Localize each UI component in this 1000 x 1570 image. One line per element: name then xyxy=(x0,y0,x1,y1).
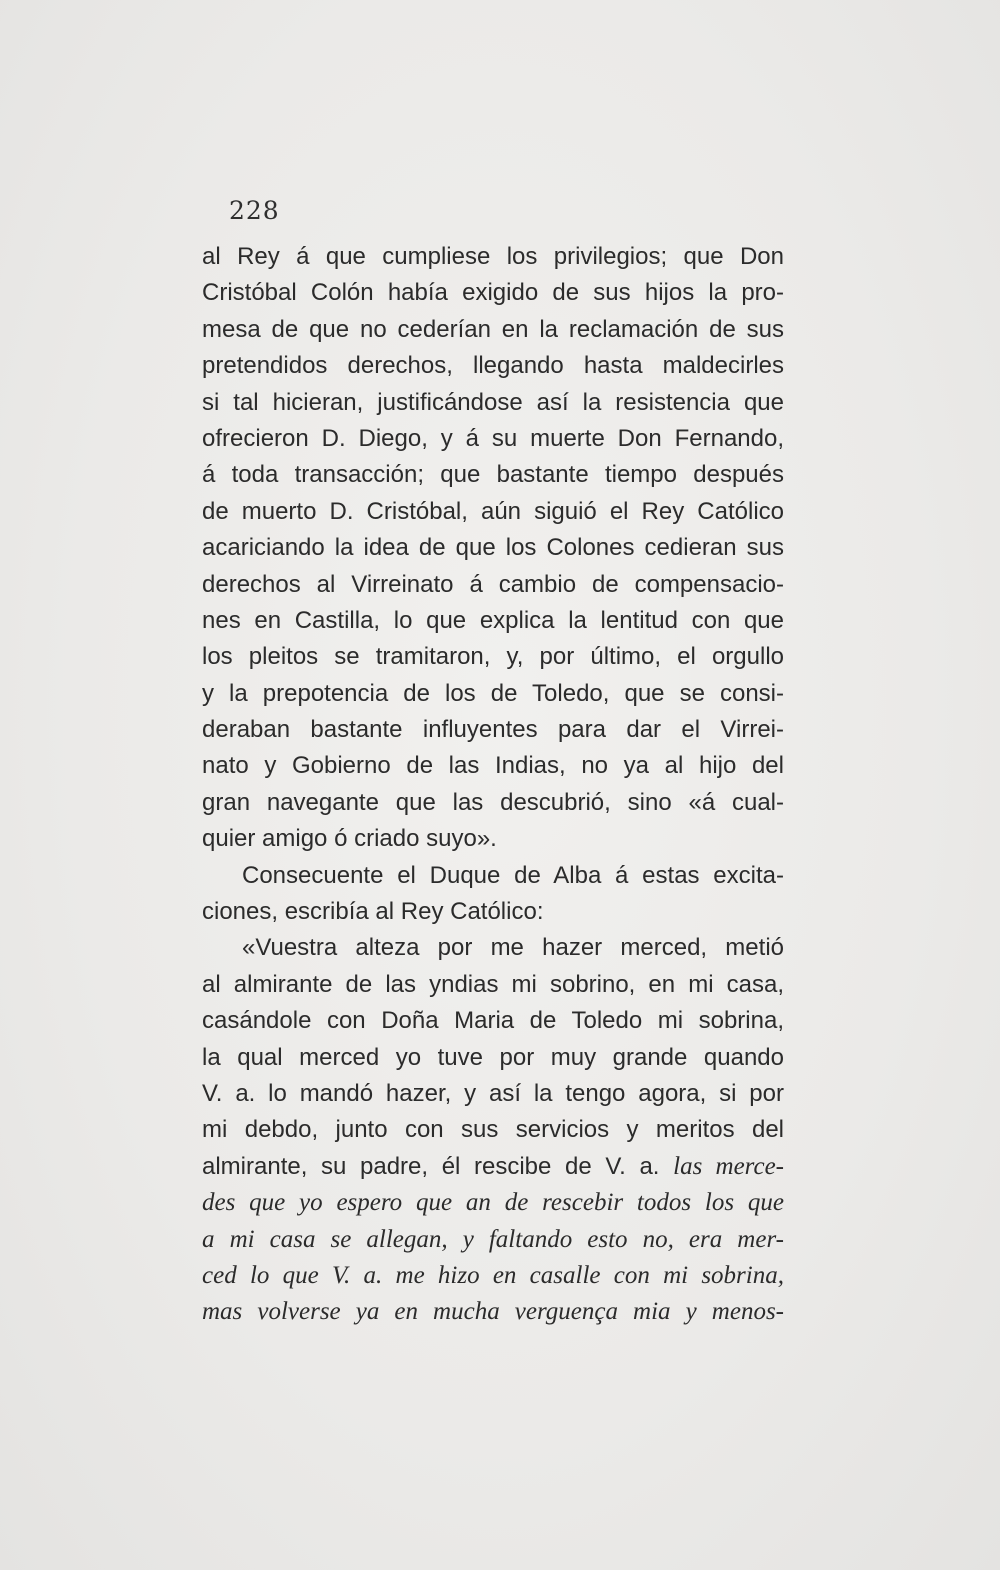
paragraph-2 xyxy=(202,858,784,931)
text-line: mi debdo, junto con sus servicios y meritos del xyxy=(202,1116,784,1144)
text-line: nes en Castilla, lo que explica la lentitud con que xyxy=(202,606,784,634)
text-line: la qual merced yo tuve por muy grande quando xyxy=(202,1043,784,1071)
roman-segment: almirante, su padre, él rescibe de V. a. xyxy=(202,1152,660,1180)
text-line: ciones, escribía al Rey Católico: xyxy=(202,898,544,926)
text-line: gran navegante que las descubrió, sino «á cual- xyxy=(202,788,784,816)
text-line: mesa de que no cederían en la reclamación de sus xyxy=(202,315,784,343)
italic-text-line: mas volverse ya en mucha verguença mia y menos- xyxy=(202,1298,784,1326)
italic-text-line: des que yo espero que an de rescebir todos los que xyxy=(202,1189,784,1217)
mixed-text-line xyxy=(202,1149,784,1185)
text-line: al almirante de las yndias mi sobrino, en mi casa, xyxy=(202,970,784,998)
text-line: de muerto D. Cristóbal, aún siguió el Rey Católico xyxy=(202,497,784,525)
italic-segment: las merce- xyxy=(673,1152,784,1180)
text-line: derechos al Virreinato á cambio de compensacio- xyxy=(202,570,784,598)
text-line: y la prepotencia de los de Toledo, que se consi- xyxy=(202,679,784,707)
italic-text-line: a mi casa se allegan, y faltando esto no, era mer- xyxy=(202,1225,784,1253)
italic-text-line: ced lo que V. a. me hizo en casalle con mi sobrina, xyxy=(202,1261,784,1289)
text-line: á toda transacción; que bastante tiempo después xyxy=(202,461,784,489)
paragraph-1 xyxy=(202,239,784,858)
text-line: V. a. lo mandó hazer, y así la tengo agora, si por xyxy=(202,1079,784,1107)
text-line: casándole con Doña Maria de Toledo mi sobrina, xyxy=(202,1007,784,1035)
text-line: los pleitos se tramitaron, y, por último, el orgullo xyxy=(202,643,784,671)
text-line: pretendidos derechos, llegando hasta maldecirles xyxy=(202,352,784,380)
body-text xyxy=(202,239,784,1331)
page-number: 228 xyxy=(229,196,280,225)
text-line: ofrecieron D. Diego, y á su muerte Don Fernando, xyxy=(202,424,784,452)
text-line: «Vuestra alteza por me hazer merced, metió xyxy=(242,934,784,962)
text-line: al Rey á que cumpliese los privilegios; que Don xyxy=(202,243,784,270)
text-line: quier amigo ó criado suyo». xyxy=(202,825,497,853)
paragraph-3-quotation xyxy=(202,930,784,1330)
text-line: nato y Gobierno de las Indias, no ya al hijo del xyxy=(202,752,784,780)
text-line: Cristóbal Colón había exigido de sus hijos la pro- xyxy=(202,279,784,307)
text-line: deraban bastante influyentes para dar el Virrei- xyxy=(202,716,784,744)
text-line: Consecuente el Duque de Alba á estas excita- xyxy=(242,861,784,889)
text-line: si tal hicieran, justificándose así la resistencia que xyxy=(202,388,784,416)
text-line: acariciando la idea de que los Colones cedieran sus xyxy=(202,534,784,562)
